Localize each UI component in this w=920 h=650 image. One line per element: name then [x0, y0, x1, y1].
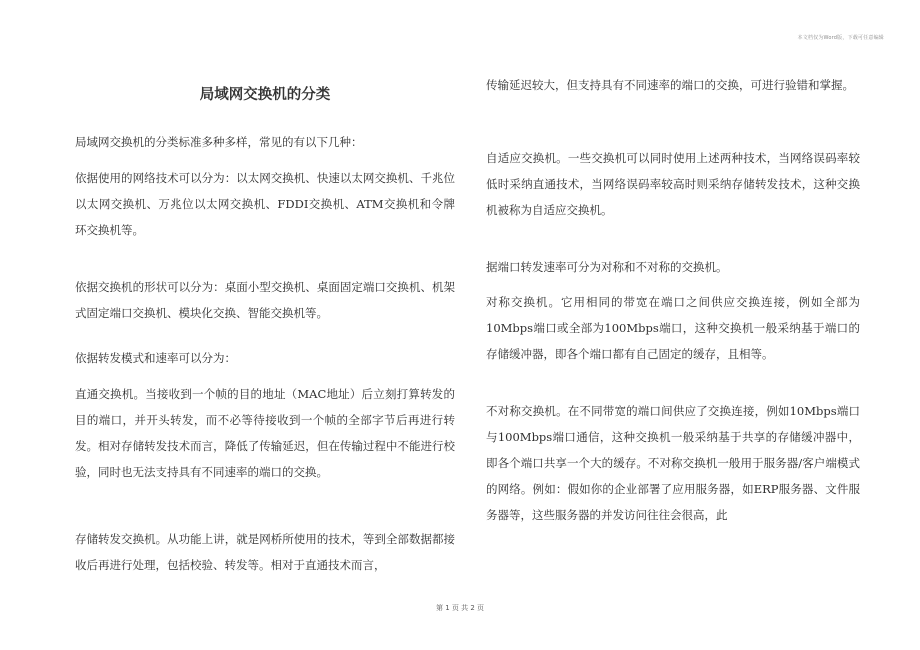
left-paragraph-6: 存储转发交换机。从功能上讲，就是网桥所使用的技术，等到全部数据都接收后再进行处理，包括校验、转发等。相对于直通技术而言， [75, 532, 455, 572]
right-paragraph-4: 对称交换机。它用相同的带宽在端口之间供应交换连接，例如全部为10Mbps端口或全部为100Mbps端口，这种交换机一般采纳基于端口的存储缓冲器，即各个端口都有自己固定的缓存，且相等。 [486, 295, 860, 361]
document-title: 局域网交换机的分类 [199, 87, 331, 103]
right-paragraph-3: 据端口转发速率可分为对称和不对称的交换机。 [486, 260, 728, 274]
left-paragraph-1: 局域网交换机的分类标准多种多样，常见的有以下几种： [75, 135, 363, 149]
page-footer: 第 1 页 共 2 页 [435, 604, 485, 612]
right-paragraph-5: 不对称交换机。在不同带宽的端口间供应了交换连接，例如10Mbps端口与100Mbps端口通信，这种交换机一般采纳基于共享的存储缓冲器中，即各个端口共享一个大的缓存。不对称交换机一般用于服务器/客户端模式的网络。例如：假如你的企业部署了应用服务器，如ERP服务器、文件服务器等，这些服务器的并发访问往往会很高，此 [486, 404, 860, 522]
left-paragraph-4: 依据转发模式和速率可以分为： [75, 351, 236, 365]
right-paragraph-2: 自适应交换机。一些交换机可以同时使用上述两种技术，当网络误码率较低时采纳直通技术，当网络误码率较高时则采纳存储转发技术，这种交换机被称为自适应交换机。 [486, 151, 860, 217]
left-paragraph-2: 依据使用的网络技术可以分为：以太网交换机、快速以太网交换机、千兆位以太网交换机、万兆位以太网交换机、FDDI交换机、ATM交换机和令牌环交换机等。 [75, 171, 455, 237]
left-paragraph-5: 直通交换机。当接收到一个帧的目的地址（MAC地址）后立刻打算转发的目的端口，并开头转发，而不必等待接收到一个帧的全部字节后再进行转发。相对存储转发技术而言，降低了传输延迟，但在传输过程中不能进行校验，同时也无法支持具有不同速率的端口的交换。 [75, 387, 455, 479]
left-paragraph-3: 依据交换机的形状可以分为：桌面小型交换机、桌面固定端口交换机、机架式固定端口交换机、模块化交换、智能交换机等。 [75, 280, 455, 320]
right-paragraph-1: 传输延迟较大，但支持具有不同速率的端口的交换，可进行验错和掌握。 [486, 78, 854, 92]
header-note: 本文档仅为Word版，下载可任意编辑 [797, 35, 884, 41]
